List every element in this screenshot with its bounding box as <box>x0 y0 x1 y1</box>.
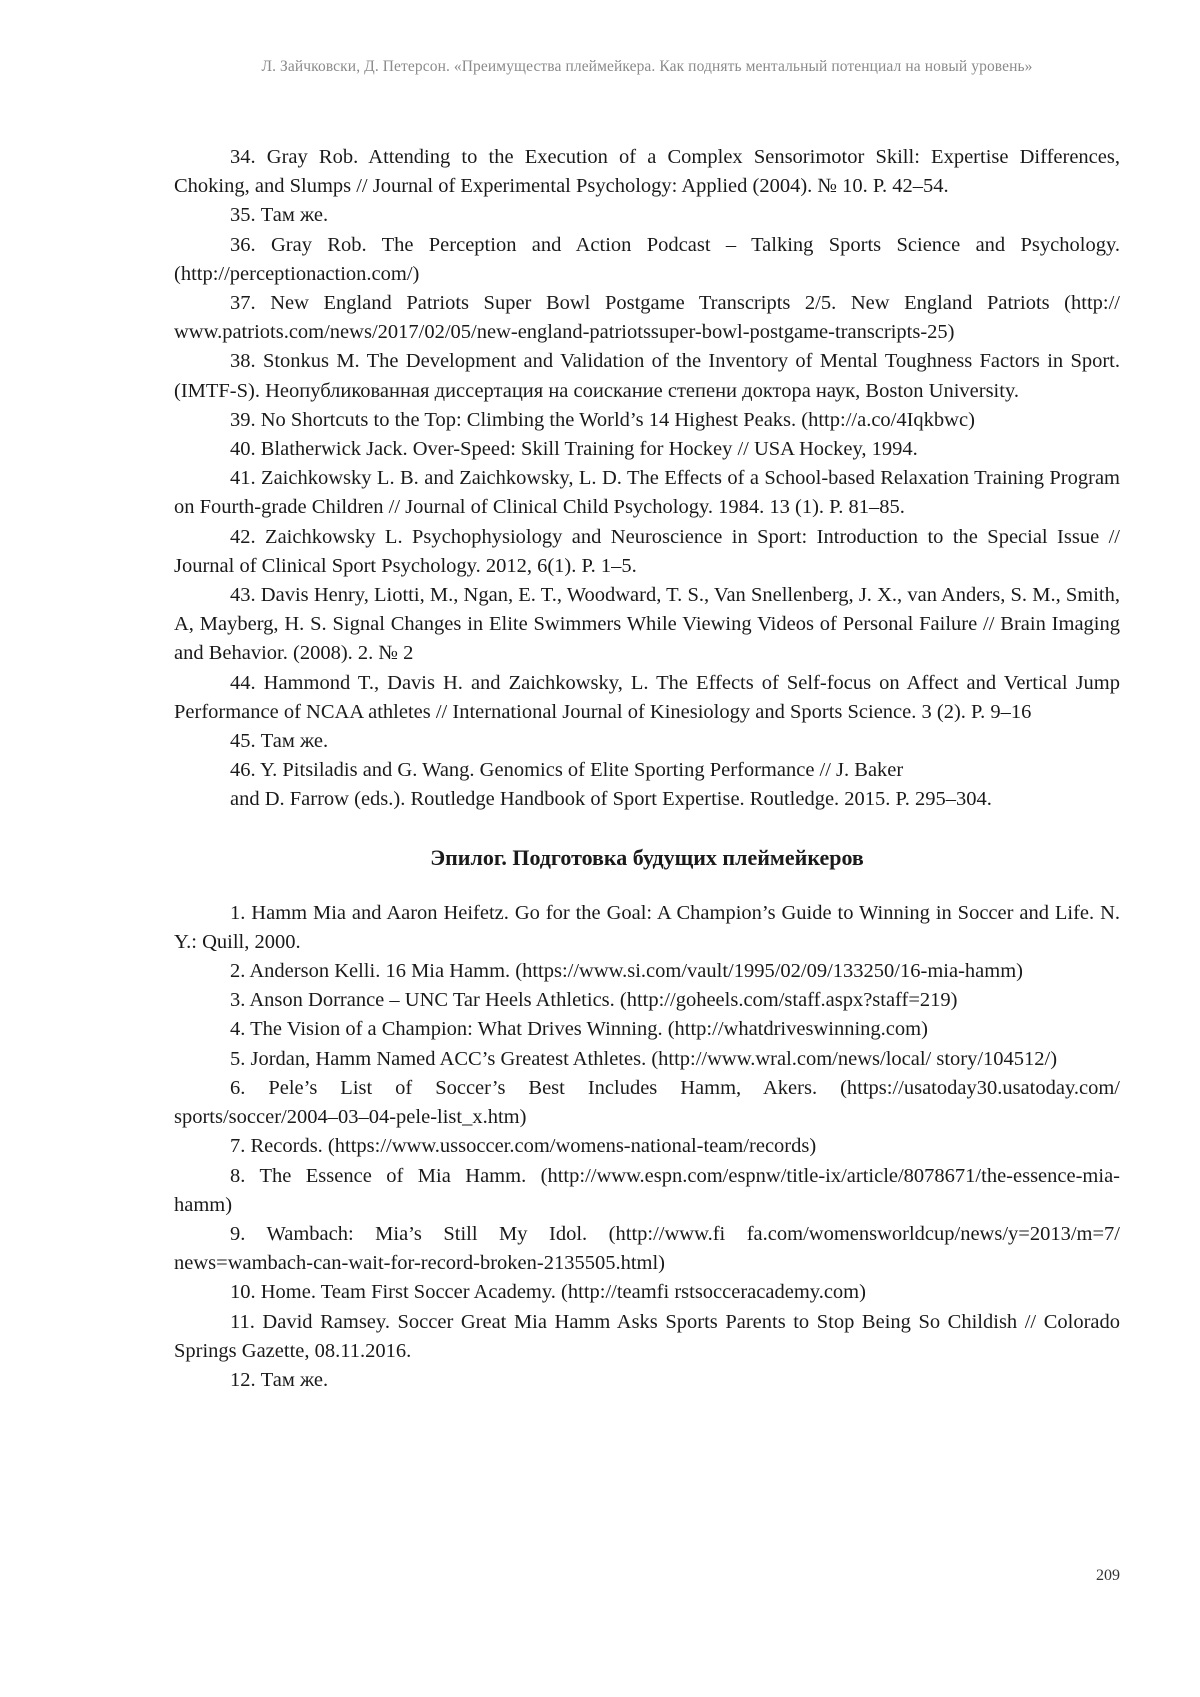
reference-item: 7. Records. (https://www.ussoccer.com/womens-national-team/records) <box>230 1135 817 1158</box>
reference-list-part2 <box>174 899 1120 1395</box>
reference-item: 9. Wambach: Mia’s Still My Idol. (http://www.fi fa.com/womensworldcup/news/y=2013/m=7/ news=wambach-can-wait-for-record-broken-2135505.html) <box>174 1222 1120 1275</box>
reference-item: 45. Там же. <box>230 730 329 753</box>
reference-item: 42. Zaichkowsky L. Psychophysiology and Neuroscience in Sport: Introduction to the Special Issue // Journal of Clinical Sport Psychology. 2012, 6(1). P. 1–5. <box>174 525 1120 577</box>
page-content <box>174 143 1120 1395</box>
reference-continuation: and D. Farrow (eds.). Routledge Handbook of Sport Expertise. Routledge. 2015. P. 295–304. <box>230 788 992 811</box>
reference-item: 36. Gray Rob. The Perception and Action Podcast – Talking Sports Science and Psychology. (http://perceptionaction.com/) <box>174 233 1120 285</box>
reference-item: 46. Y. Pitsiladis and G. Wang. Genomics of Elite Sporting Performance // J. Baker <box>230 759 904 782</box>
reference-item: 11. David Ramsey. Soccer Great Mia Hamm Asks Sports Parents to Stop Being So Childish // Colorado Springs Gazette, 08.11.2016. <box>174 1310 1120 1362</box>
reference-item: 40. Blatherwick Jack. Over-Speed: Skill Training for Hockey // USA Hockey, 1994. <box>230 438 918 461</box>
reference-item: 2. Anderson Kelli. 16 Mia Hamm. (https://www.si.com/vault/1995/02/09/133250/16-mia-hamm) <box>230 960 1023 983</box>
reference-item: 34. Gray Rob. Attending to the Execution of a Complex Sensorimotor Skill: Expertise Differences, Choking, and Slumps // Journal of Experimental Psychology: Applied (2004). № 10. P. 42–54. <box>174 146 1120 198</box>
reference-item: 3. Anson Dorrance – UNC Tar Heels Athletics. (http://goheels.com/staff.aspx?staff=219) <box>230 989 958 1012</box>
reference-list-part1 <box>174 143 1120 815</box>
reference-item: 8. The Essence of Mia Hamm. (http://www.espn.com/espnw/title-ix/article/8078671/the-essence-mia-hamm) <box>174 1164 1120 1216</box>
reference-item: 10. Home. Team First Soccer Academy. (http://teamfi rstsocceracademy.com) <box>230 1281 866 1304</box>
reference-item: 1. Hamm Mia and Aaron Heifetz. Go for the Goal: A Champion’s Guide to Winning in Soccer and Life. N. Y.: Quill, 2000. <box>174 901 1120 953</box>
page-number: 209 <box>1096 1567 1120 1584</box>
reference-item: 4. The Vision of a Champion: What Drives Winning. (http://whatdriveswinning.com) <box>230 1018 928 1041</box>
reference-item: 39. No Shortcuts to the Top: Climbing the World’s 14 Highest Peaks. (http://a.co/4Iqkbwc) <box>230 408 975 431</box>
reference-item: 37. New England Patriots Super Bowl Postgame Transcripts 2/5. New England Patriots (http:// www.patriots.com/news/2017/02/05/new-england-patriotssuper-bowl-postgame-transcripts-25) <box>174 292 1120 344</box>
reference-item: 5. Jordan, Hamm Named ACC’s Greatest Athletes. (http://www.wral.com/news/local/ story/104512/) <box>230 1047 1058 1070</box>
reference-item: 35. Там же. <box>230 204 329 227</box>
reference-item: 44. Hammond T., Davis H. and Zaichkowsky, L. The Effects of Self-focus on Affect and Vertical Jump Performance of NCAA athletes // International Journal of Kinesiology and Sports Science. 3 (2). P. 9–16 <box>174 671 1120 723</box>
reference-item: 12. Там же. <box>230 1368 329 1391</box>
reference-item: 41. Zaichkowsky L. B. and Zaichkowsky, L. D. The Effects of a School-based Relaxation Training Program on Fourth-grade Children // Journal of Clinical Child Psychology. 1984. 13 (1). P. 81–85. <box>174 467 1120 519</box>
section-title: Эпилог. Подготовка будущих плеймейкеров <box>430 844 864 870</box>
reference-item: 38. Stonkus M. The Development and Validation of the Inventory of Mental Toughness Factors in Sport. (IMTF-S). Неопубликованная диссертация на соискание степени доктора наук, Boston University. <box>174 350 1120 402</box>
running-header: Л. Зайчковски, Д. Петерсон. «Преимущества плеймейкера. Как поднять ментальный потенциал на новый уровень» <box>261 58 1033 75</box>
reference-item: 43. Davis Henry, Liotti, M., Ngan, E. T., Woodward, T. S., Van Snellenberg, J. X., van Anders, S. M., Smith, A, Mayberg, H. S. Signal Changes in Elite Swimmers While Viewing Videos of Personal Failure // Brain Imaging and Behavior. (2008). 2. № 2 <box>174 584 1120 665</box>
reference-item: 6. Pele’s List of Soccer’s Best Includes Hamm, Akers. (https://usatoday30.usatoday.com/ sports/soccer/2004–03–04-pele-list_x.htm) <box>174 1076 1120 1129</box>
